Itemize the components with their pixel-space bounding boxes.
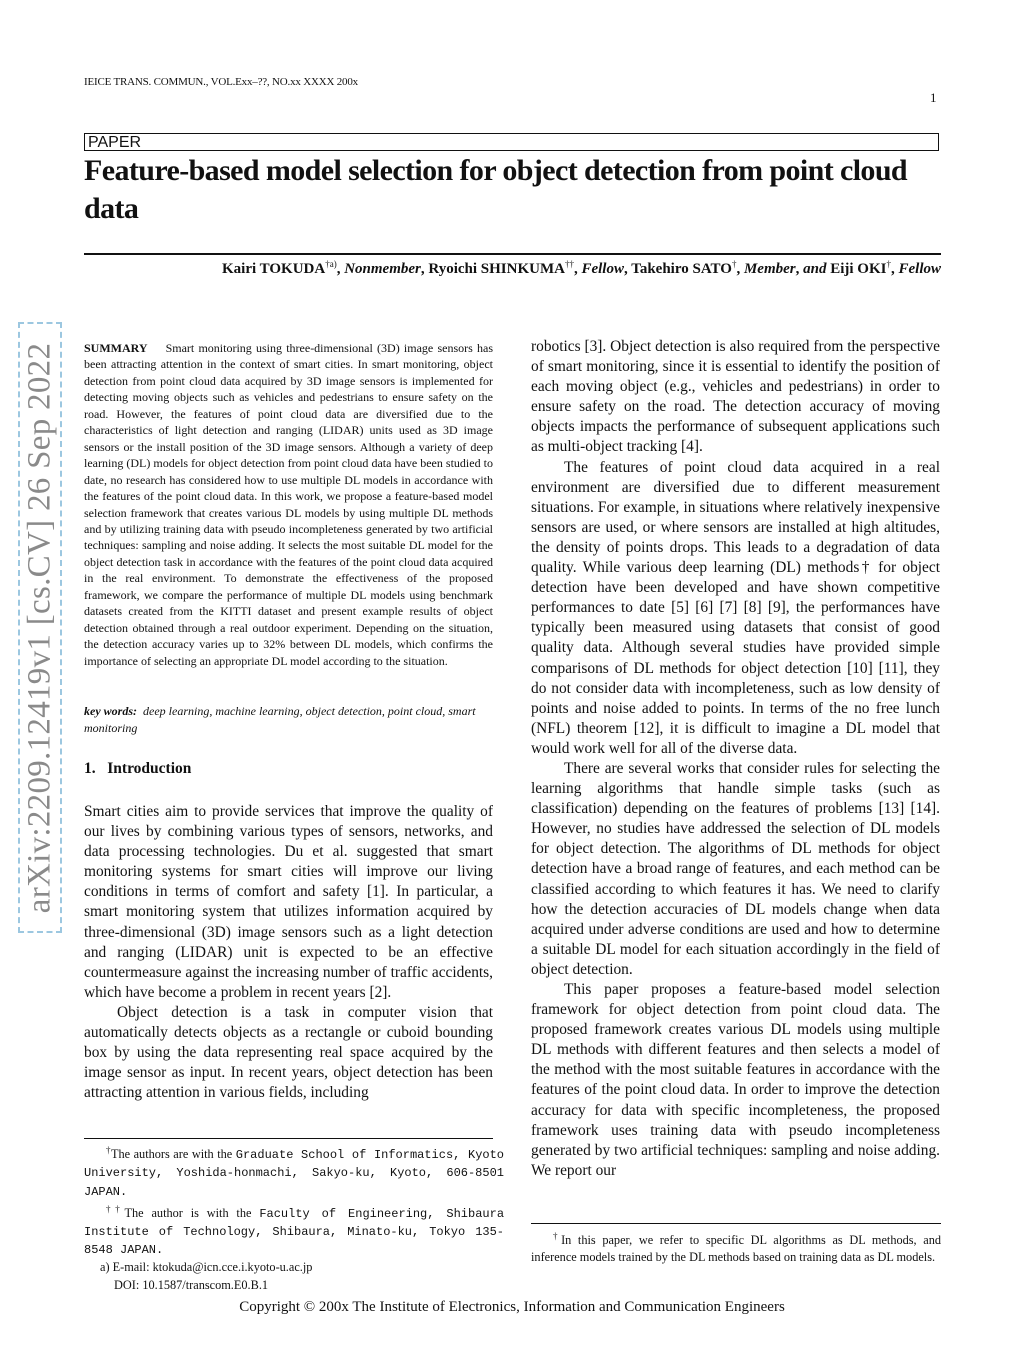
summary: [84, 340, 493, 669]
footnote-mark: ††: [106, 1203, 125, 1214]
keywords: [84, 703, 493, 736]
paper-type-label: PAPER: [84, 133, 939, 151]
summary-text: Smart monitoring using three-dimensional (3D) image sensors has been attracting attention in the context of smart cities. In smart monitoring, object detection from point cloud data acquired by 3D image sensors is implemented for detecting moving objects such as vehicles and pedestrians to ensure safety on the road. However, the features of point cloud data are diversified due to the characteristics of light detection and ranging (LIDAR) units used as 3D image sensors or the install position of the 3D image sensors. Although a variety of deep learning (DL) models for object detection from point cloud data have been studied to date, no research has considered how to use multiple DL models in accordance with the features of the point cloud data. In this work, we propose a feature-based model selection framework that creates various DL models by using multiple DL methods and by utilizing training data with pseudo incompleteness generated by two artificial techniques: sampling and noise adding. It selects the most suitable DL model for the object detection task in accordance with the features of the point cloud data acquired in the real environment. To demonstrate the effectiveness of the proposed framework, we compare the performance of multiple DL models using benchmark datasets created from the KITTI dataset and present example results of object detection obtained through a real outdoor experiment. Depending on the situation, the detection accuracy varies up to 32% between DL models, which confirms the importance of selecting an appropriate DL model according to the situation.: [84, 341, 493, 668]
title-rule: [84, 253, 941, 255]
paragraph: The features of point cloud data acquired in a real environment are diversified due to different measurement situations. For example, in situations where relatively inexpensive sensors are used, or where sensors are installed at high altitudes, the density of points drops. This leads to a degradation of data quality. While various deep learning (DL) methods† for object detection have been developed and have shown competitive performances to date [5] [6] [7] [8] [9], the performances have typically been measured using datasets that consist of good quality data. Although several studies have provided simple comparisons of DL methods for object detection [10] [11], they do not consider data with incompleteness, such as low density of points and noise added to points. In terms of the no free lunch (NFL) theorem [12], it is difficult to imagine a DL model that would work well for all of the diverse data.: [531, 458, 940, 757]
author-name: Takehiro SATO: [631, 261, 732, 277]
section-number: 1.: [84, 760, 96, 777]
paragraph: Smart cities aim to provide services that improve the quality of our lives by combining various types of sensors, networks, and data processing technologies. Du et al. suggested that smart monitoring systems for smart cities will improve our living conditions in terms of comfort and safety [1]. In particular, a smart monitoring system that utilizes information acquired by three-dimensional (3D) image sensors such as a light detection and ranging (LIDAR) unit is expected to be an effective countermeasure against the increasing number of traffic accidents, which have become a problem in recent years [2].: [84, 803, 493, 1001]
copyright-footer: Copyright © 200x The Institute of Electronics, Information and Communication Engineers: [239, 1299, 785, 1315]
running-header: IEICE TRANS. COMMUN., VOL.Exx–??, NO.xx XXXX 200x: [84, 76, 358, 88]
member-grade: Member: [743, 261, 796, 277]
paragraph: This paper proposes a feature-based model selection framework for object detection from point cloud data. The proposed framework creates various DL models using multiple DL methods with different features and then selects a model of the method with the most suitable features in accordance with the features of the point cloud data. In order to improve the detection accuracy for data with specific incompleteness, the proposed framework uses training data with pseudo incompleteness generated by two artificial techniques: sampling and noise adding. We report our: [531, 981, 940, 1179]
author-name: Eiji OKI: [830, 261, 887, 277]
footnote-rule: [84, 1138, 493, 1139]
member-grade: Fellow: [898, 261, 941, 277]
footnote-mark: †: [553, 1231, 562, 1241]
arxiv-stamp[interactable]: [20, 325, 60, 930]
affiliation-address: Graduate School of Informatics, Kyoto University, Yoshida-honmachi, Sakyo-ku, Kyoto, 606-8501 JAPAN.: [84, 1148, 505, 1199]
affiliation-mark: †: [731, 259, 737, 269]
paragraph: Object detection is a task in computer vision that automatically detects objects as a rectangle or cuboid bounding box by using the data representing real space acquired by the image sensor as input. In recent years, object detection has been attracting attention in various fields, including: [84, 1003, 493, 1102]
member-grade: Nonmember: [344, 261, 421, 277]
section-title: Introduction: [107, 760, 192, 777]
keywords-text: deep learning, machine learning, object detection, point cloud, smart monitoring: [84, 704, 476, 735]
left-column-body: [84, 802, 493, 1103]
left-footnotes: [84, 1142, 504, 1294]
paragraph: robotics [3]. Object detection is also required from the perspective of smart monitoring, since it is essential to identify the position of each moving object (e.g., vehicles and pedestrians) in order to ensure safety on the road. The detection accuracy of moving objects impacts the performance of subsequent applications such as multi-object tracking [4].: [531, 338, 940, 456]
section-heading: [84, 760, 191, 778]
keywords-label: key words:: [84, 704, 137, 718]
and-word: and: [803, 261, 827, 277]
page-number: 1: [930, 90, 937, 105]
paper-title: Feature-based model selection for object detection from point cloud data: [84, 154, 908, 225]
affiliation-address: Faculty of Engineering, Shibaura Institute of Technology, Shibaura, Minato-ku, Tokyo 135-8548 JAPAN.: [84, 1206, 505, 1258]
footnote-rule: [531, 1223, 941, 1224]
footnote-text: In this paper, we refer to specific DL algorithms as DL methods, and inference models trained by the DL methods based on training data as DL models.: [531, 1233, 942, 1265]
affiliation-mark: †a): [325, 259, 337, 269]
footnote-mark: †: [106, 1145, 111, 1155]
paragraph: There are several works that consider rules for selecting the learning algorithms that handle simple tasks (such as classification) depending on the features of problems [13] [14]. However, no studies have addressed the selection of DL models for object detection. The algorithms of DL methods for object detection have a broad range of features, and each method can be classified according to which features it has. We need to clarify how the detection accuracies of DL models change when data acquired under adverse conditions are used and how to determine a suitable DL model for each situation accordingly in the field of object detection.: [531, 759, 940, 978]
affiliation-mark: †: [886, 259, 891, 269]
footnote-text: The authors are with the: [110, 1147, 233, 1162]
arxiv-id[interactable]: arXiv:2209.12419v1 [cs.CV] 26 Sep 2022: [21, 342, 58, 913]
right-footnote: [531, 1228, 941, 1267]
affiliation-mark: ††: [564, 259, 574, 269]
right-column-body: [531, 337, 940, 1181]
footnote-text: The author is with the: [124, 1205, 252, 1220]
summary-label: SUMMARY: [84, 341, 148, 355]
author-name: Ryoichi SHINKUMA: [428, 261, 565, 277]
author-name: Kairi TOKUDA: [222, 261, 326, 277]
author-list: Kairi TOKUDA$^{\dagger a)}$, Nonmember, Ryoichi SHINKUMA††, Fellow, Takehiro SATO†, Member, and Eiji OKI†, Fellow: [222, 259, 941, 277]
member-grade: Fellow: [581, 261, 624, 277]
doi: DOI: 10.1587/transcom.E0.B.1: [114, 1277, 269, 1292]
email[interactable]: a) E-mail: ktokuda@icn.cce.i.kyoto-u.ac.jp: [100, 1260, 313, 1275]
